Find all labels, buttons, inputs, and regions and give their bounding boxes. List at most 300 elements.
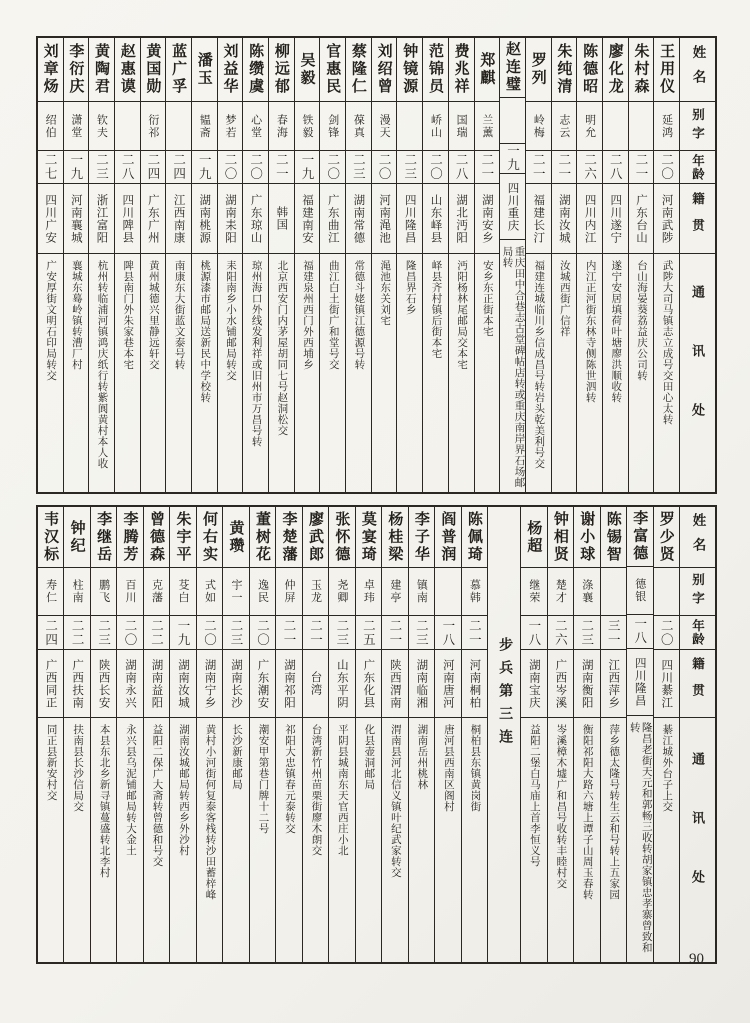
roster-column <box>140 38 166 492</box>
address-cell <box>141 253 166 492</box>
courtesy-name-cell-text: 慕韩 <box>468 579 481 604</box>
name-cell-text: 罗列 <box>529 52 546 87</box>
age-cell <box>475 150 500 183</box>
header-column <box>679 38 715 492</box>
courtesy-name-cell <box>276 567 301 615</box>
address-cell <box>166 253 191 492</box>
address-cell <box>269 253 294 492</box>
courtesy-name-cell <box>115 101 140 150</box>
native-place-cell-text: 四川隆昌 <box>403 193 416 244</box>
age-cell <box>166 150 191 183</box>
courtesy-name-cell-text: 明允 <box>583 113 596 139</box>
age-cell-text: 二〇 <box>248 153 263 181</box>
age-cell <box>38 150 63 183</box>
native-place-cell-text: 江西南康 <box>172 193 185 244</box>
age-cell <box>329 615 354 649</box>
address-cell <box>435 717 460 962</box>
name-cell-text: 李腾芳 <box>121 510 138 564</box>
age-cell-text: 二一 <box>308 618 323 647</box>
courtesy-name-cell-text: 延鸿 <box>660 113 673 139</box>
courtesy-name-cell-text: 峤山 <box>429 113 442 139</box>
header-age-text: 年龄 <box>690 153 705 181</box>
age-cell <box>141 150 166 183</box>
unit-label <box>488 507 520 962</box>
address-cell <box>627 715 652 962</box>
name-cell-text: 张怀德 <box>333 510 350 564</box>
courtesy-name-cell-text: 仲屏 <box>282 579 295 604</box>
name-cell <box>141 38 166 101</box>
courtesy-name-cell-text: 卓玮 <box>362 579 375 604</box>
roster-column <box>525 38 551 492</box>
age-cell <box>629 150 654 183</box>
age-cell <box>197 615 222 649</box>
native-place-cell <box>548 649 573 717</box>
age-cell-text: 二三 <box>414 618 429 647</box>
age-cell <box>423 150 448 183</box>
roster-table-top <box>36 36 717 494</box>
address-cell-text: 化县壶洞邮局 <box>363 724 375 790</box>
name-cell <box>303 507 328 567</box>
courtesy-name-cell <box>250 567 275 615</box>
address-cell-text: 湖南汝城邮局转西乡外沙村 <box>178 724 190 856</box>
native-place-cell <box>144 649 169 717</box>
courtesy-name-cell <box>654 101 679 150</box>
address-cell-text: 湖南岳州桃林 <box>416 724 428 790</box>
courtesy-name-cell <box>346 101 371 150</box>
courtesy-name-cell <box>356 567 381 615</box>
name-cell <box>64 38 89 101</box>
header-age <box>680 150 715 183</box>
address-cell <box>303 717 328 962</box>
native-place-cell <box>356 649 381 717</box>
age-cell <box>548 615 573 649</box>
address-cell <box>329 717 354 962</box>
name-cell <box>372 38 397 101</box>
native-place-cell-text: 广东潮安 <box>256 658 269 709</box>
courtesy-name-cell <box>223 567 248 615</box>
courtesy-name-cell <box>372 101 397 150</box>
native-place-cell-text: 陕西长安 <box>97 658 110 709</box>
address-cell-text: 永兴县乌泥铺邮局转大金土 <box>125 724 137 856</box>
courtesy-name-cell-text: 衍祁 <box>146 113 159 139</box>
roster-column <box>408 507 434 962</box>
address-cell-text: 黄州城德兴里静远轩交 <box>147 260 159 370</box>
native-place-cell <box>654 649 679 717</box>
address-cell-text: 沔阳杨林尾邮局交本宅 <box>456 260 468 370</box>
native-place-cell-text: 浙江富阳 <box>95 193 108 244</box>
courtesy-name-cell <box>320 101 345 150</box>
native-place-cell <box>574 649 599 717</box>
courtesy-name-cell-text: 绍伯 <box>44 113 57 139</box>
name-cell-text: 曾德森 <box>148 510 165 564</box>
address-cell <box>654 253 679 492</box>
age-cell-text: 二一 <box>479 153 494 181</box>
roster-column <box>217 38 243 492</box>
name-cell-text: 范锦员 <box>426 43 443 96</box>
address-cell-text: 耒阳南乡小水铺邮局转交 <box>224 260 236 381</box>
roster-column <box>38 507 63 962</box>
header-native-place <box>680 183 715 253</box>
courtesy-name-cell-text: 宇一 <box>229 579 242 604</box>
header-native-place <box>680 649 715 717</box>
native-place-cell <box>141 183 166 253</box>
name-cell-text: 朱村森 <box>632 43 649 96</box>
name-cell <box>38 507 63 567</box>
age-cell <box>117 615 142 649</box>
address-cell <box>423 253 448 492</box>
address-cell <box>346 253 371 492</box>
unit-column <box>487 507 520 962</box>
name-cell-text: 钟相贤 <box>551 510 568 564</box>
native-place-cell <box>521 649 546 717</box>
age-cell <box>500 143 525 174</box>
address-cell-text: 武陟大司马镇志立成号交田心太转 <box>661 260 673 425</box>
header-name-text: 姓名 <box>690 512 706 562</box>
native-place-cell <box>462 649 487 717</box>
name-cell <box>462 507 487 567</box>
native-place-cell-text: 河南襄城 <box>69 193 82 244</box>
roster-column <box>116 507 142 962</box>
header-contact-text: 通讯处 <box>690 751 705 929</box>
address-cell <box>320 253 345 492</box>
native-place-cell-text: 湖南安乡 <box>480 193 493 244</box>
age-cell-text: 二一 <box>531 153 546 181</box>
address-cell-text: 渭南县河北信义镇叶纪武家转交 <box>389 724 401 878</box>
header-name-text: 姓名 <box>690 45 706 94</box>
address-cell <box>462 717 487 962</box>
name-cell-text: 陈德昭 <box>581 43 598 96</box>
courtesy-name-cell-text: 建亭 <box>388 579 401 604</box>
address-cell <box>500 239 525 492</box>
native-place-cell <box>218 183 243 253</box>
address-cell <box>243 253 268 492</box>
name-cell <box>346 38 371 101</box>
age-cell-text: 三一 <box>606 618 621 647</box>
age-cell-text: 二四 <box>145 153 160 181</box>
courtesy-name-cell <box>574 567 599 615</box>
roster-column <box>355 507 381 962</box>
roster-column <box>628 38 654 492</box>
name-cell <box>552 38 577 101</box>
age-cell <box>462 615 487 649</box>
address-cell-text: 衡阳祁阳大路六塘上谭子山周玉春转 <box>581 724 593 900</box>
age-cell-text: 二五 <box>361 618 376 647</box>
native-place-cell <box>409 649 434 717</box>
name-cell <box>276 507 301 567</box>
roster-column <box>600 507 626 962</box>
age-cell <box>223 615 248 649</box>
name-cell-text: 郑麒 <box>478 52 495 87</box>
native-place-cell <box>629 183 654 253</box>
courtesy-name-cell-text: 百川 <box>124 579 137 604</box>
roster-column <box>222 507 248 962</box>
courtesy-name-cell <box>192 101 217 150</box>
name-cell-text: 廖化龙 <box>606 43 623 96</box>
roster-column <box>371 38 397 492</box>
roster-column <box>602 38 628 492</box>
name-cell <box>449 38 474 101</box>
native-place-cell-text: 广西同正 <box>44 658 57 709</box>
age-cell <box>320 150 345 183</box>
name-cell-text: 潘玉 <box>195 52 212 87</box>
native-place-cell-text: 四川綦江 <box>660 658 673 709</box>
header-courtesy-name-text: 别字 <box>690 573 705 610</box>
name-cell <box>356 507 381 567</box>
courtesy-name-cell-text: 潇堂 <box>69 113 82 139</box>
name-cell-text: 钟纪 <box>68 519 85 555</box>
name-cell-text: 谢小球 <box>578 510 595 564</box>
name-cell-text: 董树花 <box>253 510 270 564</box>
roster-column <box>319 38 345 492</box>
roster-column <box>576 38 602 492</box>
address-cell-text: 唐河县西南区阁村 <box>442 724 454 812</box>
name-cell <box>601 507 626 567</box>
native-place-cell-text: 湖南宝庆 <box>527 658 540 709</box>
name-cell <box>475 38 500 101</box>
name-cell-text: 朱宇平 <box>174 510 191 564</box>
name-cell <box>382 507 407 567</box>
native-place-cell <box>382 649 407 717</box>
roster-column <box>381 507 407 962</box>
courtesy-name-cell <box>462 567 487 615</box>
age-cell-text: 一九 <box>68 153 83 181</box>
age-cell <box>521 615 546 649</box>
name-cell-text: 黄瓒 <box>227 519 244 555</box>
address-cell <box>654 717 679 962</box>
age-cell-text: 二一 <box>633 153 648 181</box>
native-place-cell <box>423 183 448 253</box>
courtesy-name-cell-text: 葆真 <box>352 113 365 139</box>
name-cell <box>654 507 679 567</box>
name-cell <box>223 507 248 567</box>
name-cell-text: 朱纯清 <box>555 43 572 96</box>
native-place-cell <box>435 649 460 717</box>
native-place-cell-text: 福建南安 <box>301 193 314 244</box>
courtesy-name-cell-text: 兰薰 <box>480 113 493 139</box>
roster-column <box>551 38 577 492</box>
age-cell <box>276 615 301 649</box>
native-place-cell-text: 河南渑池 <box>378 193 391 244</box>
native-place-cell-text: 四川遂宁 <box>609 193 622 244</box>
roster-column <box>653 38 679 492</box>
native-place-cell <box>552 183 577 253</box>
native-place-cell <box>475 183 500 253</box>
address-cell-text: 琼州海口外线发利祥或旧州市万昌号转 <box>250 260 262 447</box>
age-cell <box>627 614 652 648</box>
native-place-cell-text: 湖北沔阳 <box>455 193 468 244</box>
roster-column <box>573 507 599 962</box>
address-cell <box>372 253 397 492</box>
roster-column <box>63 507 89 962</box>
name-cell <box>144 507 169 567</box>
roster-column <box>653 507 679 962</box>
courtesy-name-cell <box>521 567 546 615</box>
courtesy-name-cell <box>397 101 422 150</box>
native-place-cell <box>192 183 217 253</box>
address-cell-text: 萍乡德太隆号转生云和号转上五家园 <box>608 724 620 900</box>
age-cell-text: 二一 <box>387 618 402 647</box>
name-cell <box>243 38 268 101</box>
age-cell-text: 二二 <box>149 618 164 647</box>
roster-column <box>165 38 191 492</box>
address-cell <box>526 253 551 492</box>
address-cell <box>218 253 243 492</box>
native-place-cell-text: 湖南耒阳 <box>223 193 236 244</box>
name-cell <box>117 507 142 567</box>
native-place-cell-text: 四川广安 <box>44 193 57 244</box>
roster-column <box>88 38 114 492</box>
age-cell-text: 二六 <box>553 618 568 647</box>
address-cell <box>91 717 116 962</box>
courtesy-name-cell-text: 寿仁 <box>44 579 57 604</box>
address-cell-text: 台山海晏葵荔益庆公司转 <box>635 260 647 381</box>
age-cell-text: 二一 <box>467 618 482 647</box>
native-place-cell <box>500 173 525 238</box>
courtesy-name-cell-text: 楚才 <box>554 579 567 604</box>
header-contact <box>680 717 715 962</box>
roster-column <box>461 507 487 962</box>
name-cell <box>577 38 602 101</box>
name-cell-text: 刘绍曾 <box>375 43 392 96</box>
native-place-cell <box>654 183 679 253</box>
address-cell <box>144 717 169 962</box>
header-courtesy-name-text: 别字 <box>690 107 705 145</box>
native-place-cell <box>197 649 222 717</box>
native-place-cell <box>526 183 551 253</box>
age-cell-text: 一八 <box>526 618 541 647</box>
name-cell-text: 廖武郎 <box>306 510 323 564</box>
courtesy-name-cell-text: 克藩 <box>150 579 163 604</box>
native-place-cell <box>243 183 268 253</box>
roster-column <box>249 507 275 962</box>
name-cell <box>192 38 217 101</box>
name-cell <box>320 38 345 101</box>
courtesy-name-cell-text: 芟白 <box>177 579 190 604</box>
native-place-cell-text: 山东平阴 <box>335 658 348 709</box>
address-cell-text: 重庆田中合巷志古堂碑帖店转或重庆南岸界石场邮局转 <box>501 245 525 488</box>
courtesy-name-cell-text: 尧卿 <box>335 579 348 604</box>
address-cell-text: 峄县齐村镇后街本宅 <box>430 260 442 359</box>
name-cell <box>548 507 573 567</box>
native-place-cell <box>166 183 191 253</box>
courtesy-name-cell <box>218 101 243 150</box>
age-cell <box>295 150 320 183</box>
courtesy-name-cell <box>166 101 191 150</box>
age-cell <box>243 150 268 183</box>
roster-column <box>275 507 301 962</box>
name-cell-text: 费兆祥 <box>452 43 469 96</box>
age-cell-text: 二〇 <box>659 153 674 181</box>
header-native-place-text: 籍贯 <box>690 657 705 710</box>
age-cell-text: 二一 <box>281 618 296 647</box>
age-cell-text: 一九 <box>505 144 520 173</box>
native-place-cell-text: 四川重庆 <box>506 181 519 232</box>
native-place-cell <box>627 648 652 715</box>
address-cell <box>117 717 142 962</box>
age-cell <box>170 615 195 649</box>
courtesy-name-cell <box>117 567 142 615</box>
address-cell <box>38 717 63 962</box>
address-cell-text: 汝城西街广信祥 <box>558 260 570 337</box>
courtesy-name-cell-text: 铁毅 <box>301 113 314 139</box>
native-place-cell-text: 湖南桃源 <box>198 193 211 244</box>
courtesy-name-cell <box>526 101 551 150</box>
courtesy-name-cell-text: 鹏飞 <box>97 579 110 604</box>
header-courtesy-name <box>680 567 715 615</box>
header-contact <box>680 253 715 492</box>
name-cell <box>115 38 140 101</box>
courtesy-name-cell <box>601 567 626 615</box>
age-cell-text: 二〇 <box>222 153 237 181</box>
address-cell-text: 渑池东关刘宅 <box>379 260 391 326</box>
native-place-cell <box>346 183 371 253</box>
address-cell <box>89 253 114 492</box>
native-place-cell <box>170 649 195 717</box>
roster-column <box>268 38 294 492</box>
courtesy-name-cell <box>382 567 407 615</box>
name-cell-text: 赵连璧 <box>504 41 521 94</box>
header-contact-text: 通讯处 <box>690 284 705 462</box>
courtesy-name-cell <box>629 101 654 150</box>
age-cell <box>397 150 422 183</box>
address-cell <box>475 253 500 492</box>
native-place-cell-text: 湖南汝城 <box>177 658 190 709</box>
name-cell <box>295 38 320 101</box>
address-cell-text: 平阴县城南东天官西庄小北 <box>336 724 348 856</box>
native-place-cell-text: 湖南衡阳 <box>580 658 593 709</box>
address-cell-text: 陴县南门外朱家巷本宅 <box>122 260 134 370</box>
age-cell-text: 二三 <box>351 153 366 181</box>
courtesy-name-cell <box>197 567 222 615</box>
native-place-cell <box>91 649 116 717</box>
age-cell-text: 一九 <box>197 153 212 181</box>
address-cell-text: 福建连城临川乡信成昌号转岩头乾美利号交 <box>533 260 545 469</box>
header-column <box>679 507 715 962</box>
address-cell <box>552 253 577 492</box>
name-cell-text: 罗少贤 <box>657 510 674 564</box>
roster-table-bottom <box>36 505 717 964</box>
name-cell-text: 黄国勋 <box>144 43 161 96</box>
roster-column <box>434 507 460 962</box>
name-cell <box>218 38 243 101</box>
roster-column <box>114 38 140 492</box>
courtesy-name-cell <box>409 567 434 615</box>
address-cell-text: 内江正河街东林寺侧陈世泗转 <box>584 260 596 403</box>
courtesy-name-cell-text: 梦若 <box>223 113 236 139</box>
native-place-cell <box>115 183 140 253</box>
age-cell-text: 二一 <box>274 153 289 181</box>
roster-column <box>143 507 169 962</box>
name-cell-text: 杨桂梁 <box>386 510 403 564</box>
name-cell-text: 王用仪 <box>658 43 675 96</box>
page-number: 90 <box>689 951 704 967</box>
address-cell-text: 襄城东蓦岭镇转漕厂村 <box>70 260 82 370</box>
roster-column <box>520 507 546 962</box>
courtesy-name-cell-text: 逸民 <box>256 579 269 604</box>
courtesy-name-cell <box>449 101 474 150</box>
native-place-cell <box>250 649 275 717</box>
header-courtesy-name <box>680 101 715 150</box>
courtesy-name-cell <box>295 101 320 150</box>
roster-column <box>90 507 116 962</box>
address-cell <box>197 717 222 962</box>
roster-column <box>328 507 354 962</box>
native-place-cell-text: 广东琼山 <box>249 193 262 244</box>
native-place-cell-text: 四川内江 <box>583 193 596 244</box>
courtesy-name-cell <box>603 101 628 150</box>
name-cell <box>423 38 448 101</box>
native-place-cell <box>397 183 422 253</box>
